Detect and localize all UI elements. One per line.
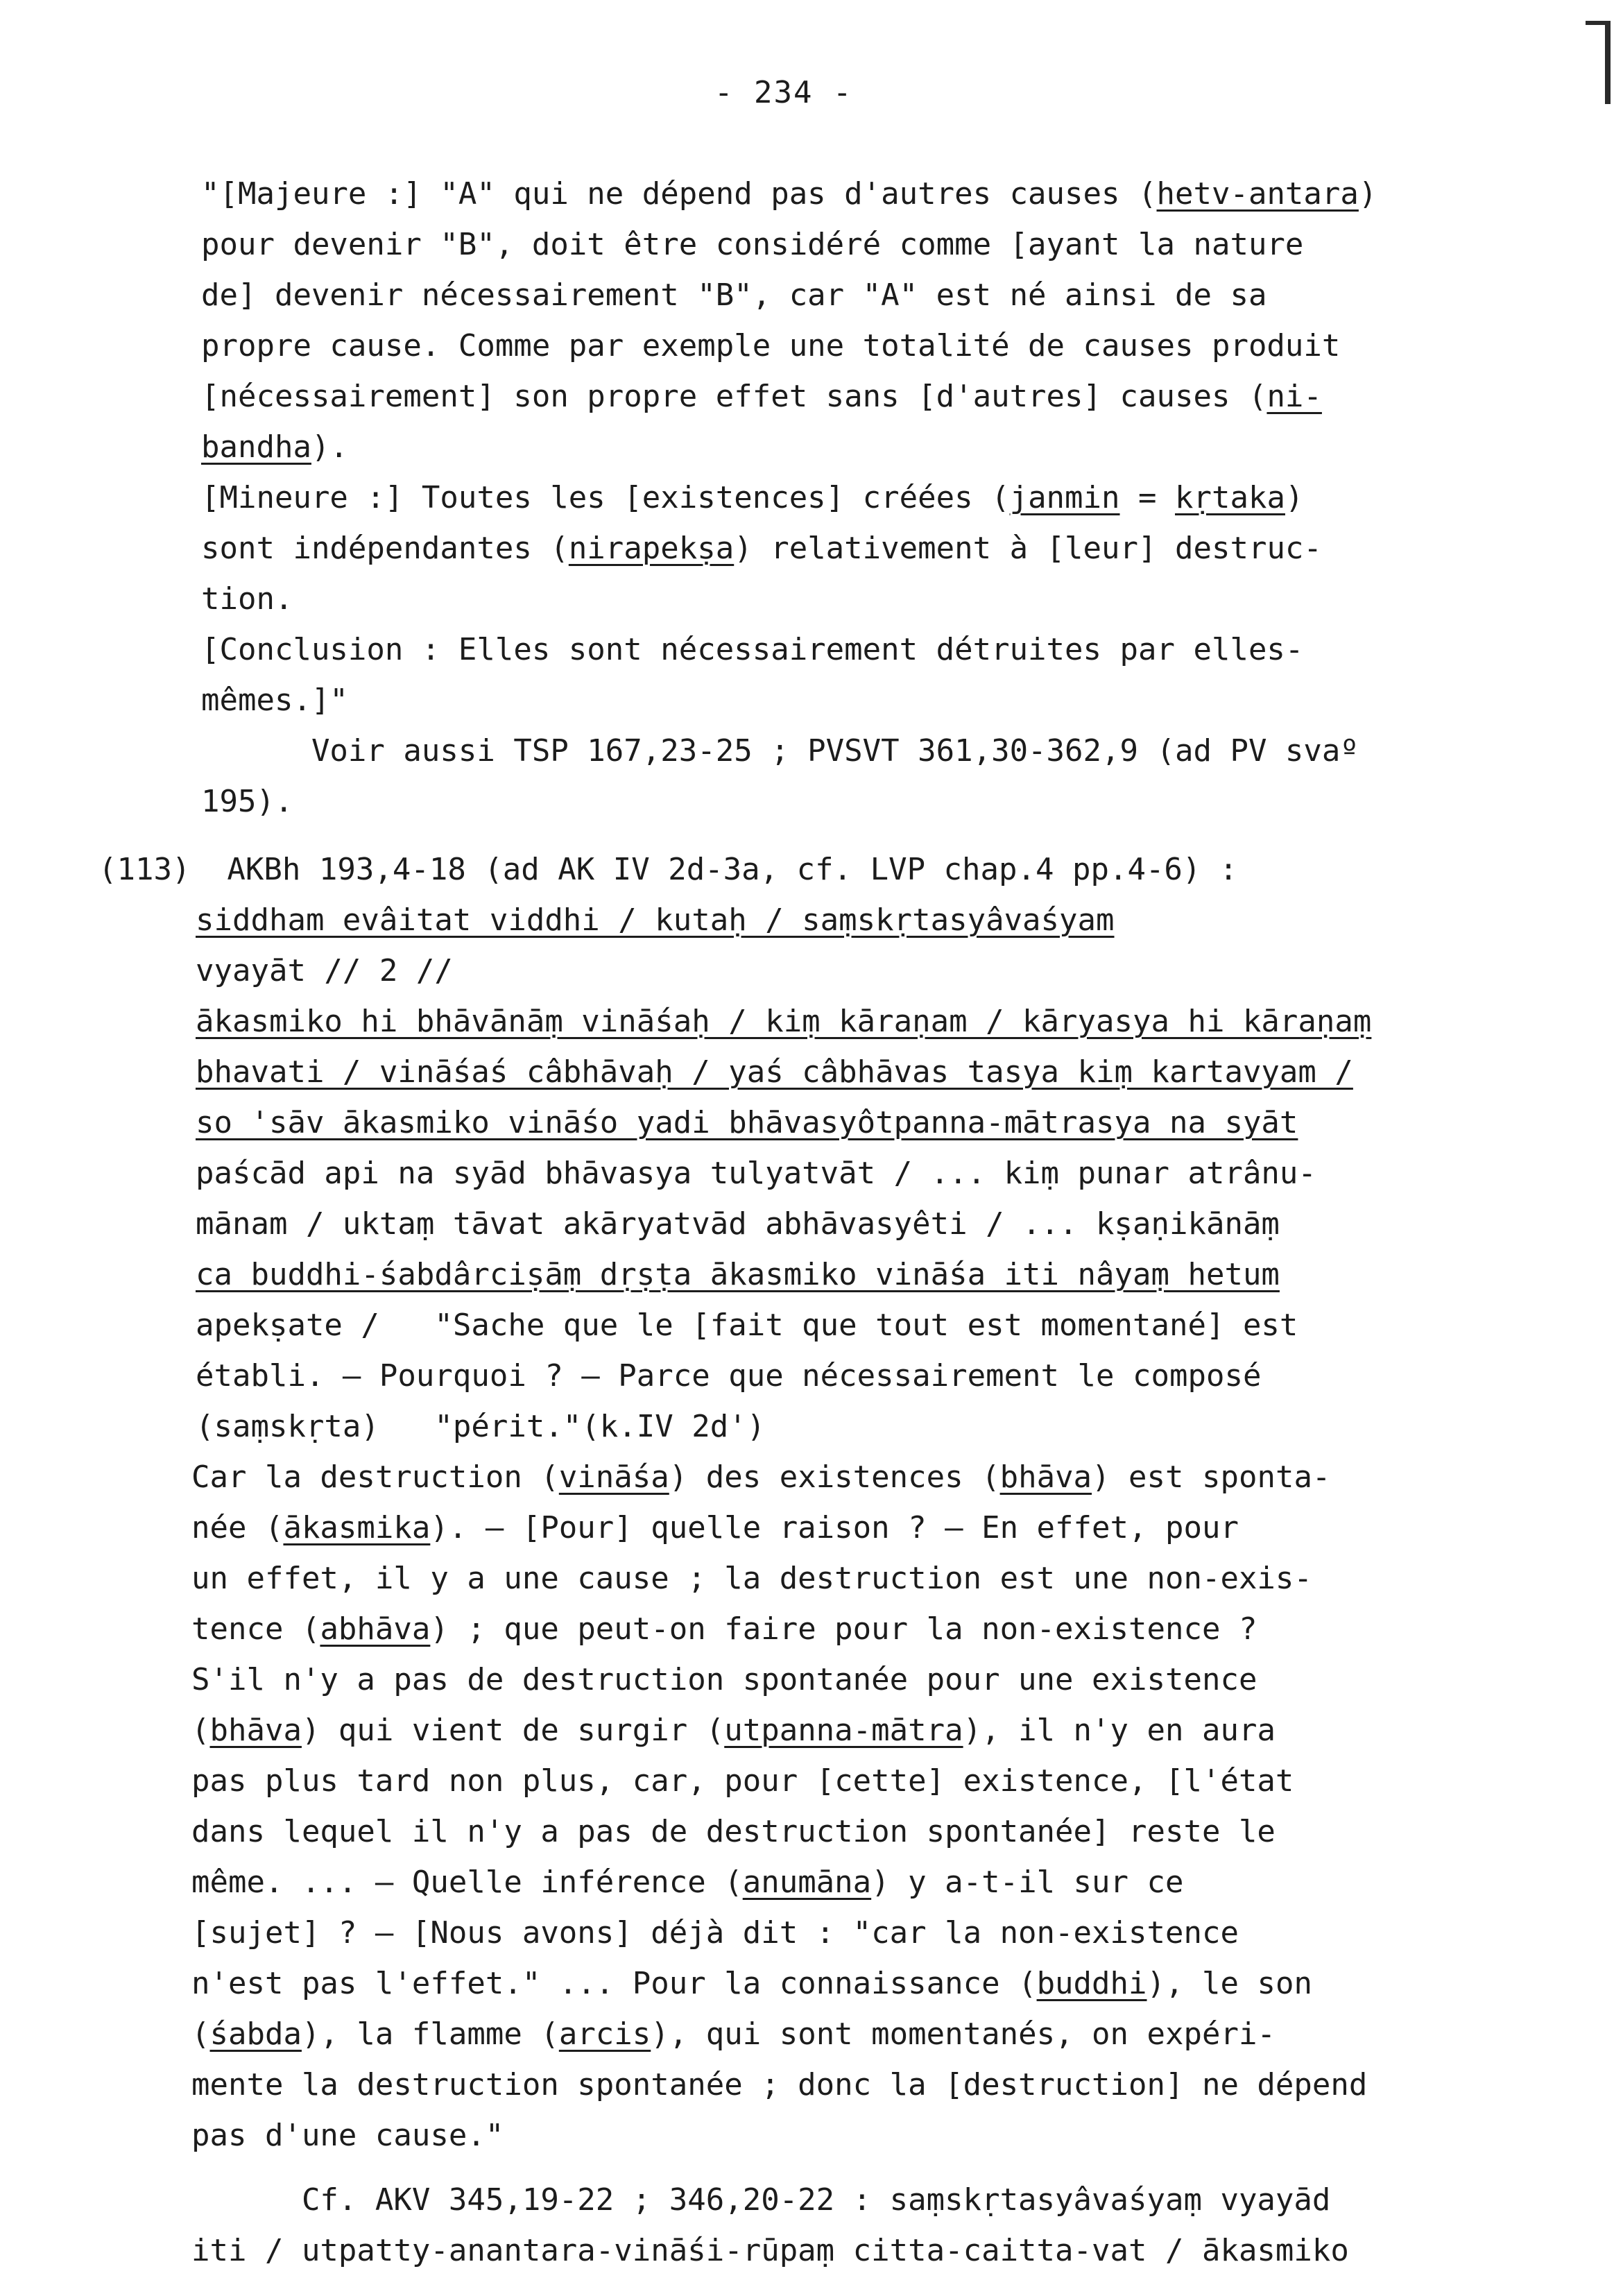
text-line: mêmes.]" (201, 683, 348, 718)
underlined-term: bhāva (999, 1459, 1092, 1495)
underlined-term: abhāva (320, 1611, 431, 1647)
translation-line: pas d'une cause." (191, 2118, 504, 2153)
sanskrit-line: mānam / uktaṃ tāvat akāryatvād abhāvasyêti / ... kṣaṇikānāṃ (196, 1206, 1280, 1242)
sanskrit-line: ca buddhi-śabdârciṣāṃ dṛṣṭa ākasmiko vināśa iti nâyaṃ hetum (196, 1257, 1280, 1292)
translation-line: née (ākasmika). — [Pour] quelle raison ? — En effet, pour (191, 1510, 1239, 1545)
text-line: [nécessairement] son propre effet sans [d'autres] causes (ni- (201, 379, 1322, 414)
translation-line: pas plus tard non plus, car, pour [cette] existence, [l'état (191, 1763, 1294, 1799)
underlined-term: hetv-antara (1156, 176, 1359, 212)
underlined-term: utpanna-mātra (724, 1713, 963, 1748)
underlined-term: śabda (209, 2016, 302, 2052)
sanskrit-line: vyayāt // 2 // (196, 953, 453, 988)
sanskrit-line: apekṣate / "Sache que le [fait que tout est momentané] est (196, 1308, 1298, 1343)
translation-line: un effet, il y a une cause ; la destruction est une non-exis- (191, 1561, 1312, 1596)
sanskrit-line: paścād api na syād bhāvasya tulyatvāt / ... kiṃ punar atrânu- (196, 1156, 1316, 1191)
underlined-term: ākasmika (283, 1510, 431, 1545)
translation-line: n'est pas l'effet." ... Pour la connaissance (buddhi), le son (191, 1966, 1312, 2001)
text-line: propre cause. Comme par exemple une totalité de causes produit (201, 328, 1341, 363)
text-line: bandha). (201, 429, 348, 465)
underlined-term: arcis (558, 2016, 651, 2052)
underlined-term: buddhi (1036, 1966, 1147, 2001)
translation-line: (bhāva) qui vient de surgir (utpanna-mātra), il n'y en aura (191, 1713, 1276, 1748)
translation-line: Car la destruction (vināśa) des existences (bhāva) est sponta- (191, 1459, 1331, 1495)
sanskrit-line: ākasmiko hi bhāvānāṃ vināśaḥ / kiṃ kāraṇam / kāryasya hi kāraṇaṃ (196, 1004, 1372, 1039)
sanskrit-line: so 'sāv ākasmiko vināśo yadi bhāvasyôtpanna-mātrasya na syāt (196, 1105, 1298, 1140)
sanskrit-line: bhavati / vināśaś câbhāvaḥ / yaś câbhāvas tasya kiṃ kartavyam / (196, 1054, 1353, 1090)
translation-line: [sujet] ? — [Nous avons] déjà dit : "car la non-existence (191, 1915, 1239, 1951)
page-number: - 234 - (714, 75, 853, 110)
text-line: [Mineure :] Toutes les [existences] créées (janmin = kṛtaka) (201, 480, 1304, 515)
translation-line: mente la destruction spontanée ; donc la [destruction] ne dépend (191, 2067, 1368, 2102)
text-line: "[Majeure :] "A" qui ne dépend pas d'autres causes (hetv-antara) (201, 176, 1377, 212)
text-line: de] devenir nécessairement "B", car "A" est né ainsi de sa (201, 277, 1267, 313)
scan-edge-mark (1605, 21, 1611, 104)
text-line: sont indépendantes (nirapekṣa) relativement à [leur] destruc- (201, 531, 1322, 566)
underlined-term: bandha (201, 429, 311, 465)
translation-line: tence (abhāva) ; que peut-on faire pour la non-existence ? (191, 1611, 1257, 1647)
text-line: tion. (201, 581, 293, 617)
underlined-term: anumāna (742, 1865, 872, 1900)
translation-line: S'il n'y a pas de destruction spontanée pour une existence (191, 1662, 1257, 1697)
text-line: 195). (201, 784, 293, 819)
underlined-term: ni- (1266, 379, 1322, 414)
translation-line: (śabda), la flamme (arcis), qui sont momentanés, on expéri- (191, 2016, 1276, 2052)
underlined-term: janmin (1009, 480, 1120, 515)
sanskrit-line: (saṃskṛta) "périt."(k.IV 2d') (196, 1409, 766, 1444)
text-line: [Conclusion : Elles sont nécessairement détruites par elles- (201, 632, 1304, 667)
translation-line: dans lequel il n'y a pas de destruction spontanée] reste le (191, 1814, 1276, 1849)
sanskrit-line: siddham evâitat viddhi / kutaḥ / saṃskṛtasyâvaśyam (196, 902, 1115, 938)
translation-line: même. ... — Quelle inférence (anumāna) y a-t-il sur ce (191, 1865, 1184, 1900)
reference-line: Cf. AKV 345,19-22 ; 346,20-22 : saṃskṛtasyâvaśyaṃ vyayād (191, 2182, 1331, 2218)
reference-line: iti / utpatty-anantara-vināśi-rūpaṃ citta-caitta-vat / ākasmiko (191, 2233, 1349, 2268)
underlined-term: vināśa (558, 1459, 669, 1495)
scan-edge-mark-top (1586, 21, 1611, 25)
underlined-term: bhāva (209, 1713, 302, 1748)
sanskrit-line: établi. — Pourquoi ? — Parce que nécessairement le composé (196, 1358, 1262, 1394)
underlined-term: kṛtaka (1175, 480, 1285, 515)
note-heading: (113) AKBh 193,4-18 (ad AK IV 2d-3a, cf. LVP chap.4 pp.4-6) : (98, 852, 1238, 887)
text-line: Voir aussi TSP 167,23-25 ; PVSVT 361,30-362,9 (ad PV svaº (201, 733, 1359, 769)
text-line: pour devenir "B", doit être considéré comme [ayant la nature (201, 227, 1304, 262)
underlined-term: nirapekṣa (568, 531, 735, 566)
